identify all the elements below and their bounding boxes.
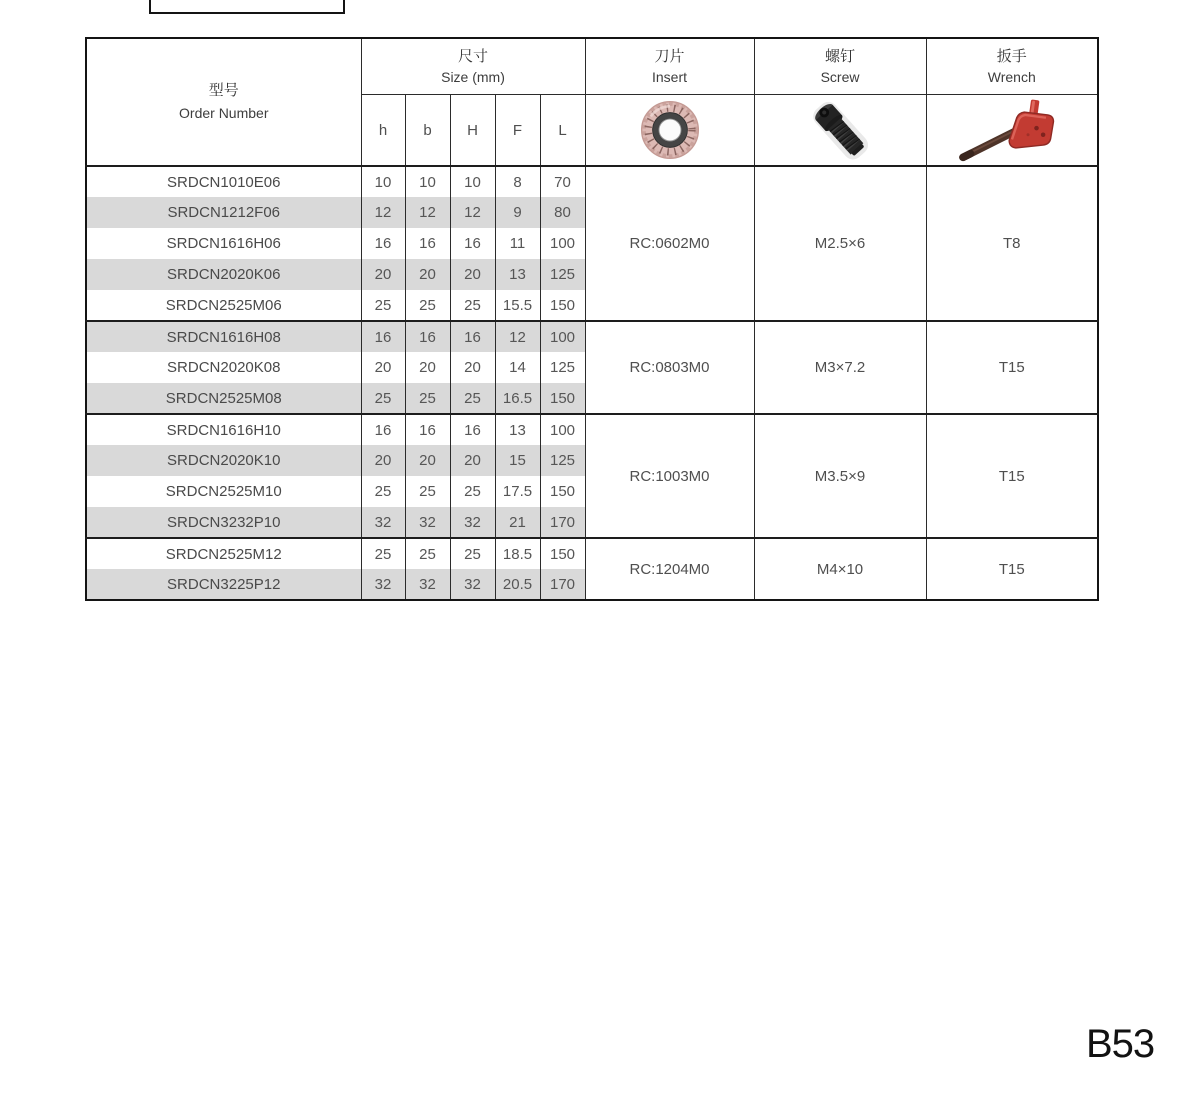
size-L-cell: 125	[540, 352, 585, 383]
size-L-cell: 170	[540, 507, 585, 538]
size-b-cell: 25	[405, 383, 450, 414]
size-L-cell: 170	[540, 569, 585, 600]
size-F-cell: 9	[495, 197, 540, 228]
size-b-cell: 32	[405, 507, 450, 538]
order-number-cell: SRDCN2525M10	[86, 476, 361, 507]
size-b-cell: 25	[405, 538, 450, 569]
size-h-cell: 20	[361, 445, 405, 476]
order-number-cell: SRDCN2525M12	[86, 538, 361, 569]
screw-value-cell: M3.5×9	[754, 414, 926, 538]
screw-header	[754, 38, 926, 95]
size-b-cell: 20	[405, 445, 450, 476]
size-h-cell: 20	[361, 259, 405, 290]
size-H-cell: 25	[450, 538, 495, 569]
size-H-cell: 16	[450, 321, 495, 352]
size-H-cell: 20	[450, 445, 495, 476]
order-number-cell: SRDCN2020K10	[86, 445, 361, 476]
size-h-cell: 25	[361, 383, 405, 414]
size-h-cell: 12	[361, 197, 405, 228]
screw-value-cell: M3×7.2	[754, 321, 926, 414]
size-F-cell: 20.5	[495, 569, 540, 600]
size-F-cell: 13	[495, 259, 540, 290]
torx-wrench-icon	[955, 97, 1069, 163]
order-number-header-en: Order Number	[179, 104, 269, 121]
size-F-cell: 12	[495, 321, 540, 352]
screw-value-cell: M4×10	[754, 538, 926, 600]
size-h-cell: 20	[361, 352, 405, 383]
size-h-cell: 32	[361, 569, 405, 600]
insert-header	[585, 38, 754, 95]
size-H-cell: 10	[450, 166, 495, 197]
size-F-cell: 15	[495, 445, 540, 476]
order-number-cell: SRDCN1212F06	[86, 197, 361, 228]
size-F-cell: 21	[495, 507, 540, 538]
wrench-value-cell: T8	[926, 166, 1098, 321]
wrench-image-cell	[926, 95, 1098, 167]
size-h-cell: 16	[361, 228, 405, 259]
size-header	[361, 38, 585, 95]
size-h-cell: 10	[361, 166, 405, 197]
wrench-header-zh: 扳手	[996, 48, 1027, 66]
round-insert-icon	[638, 98, 702, 162]
size-b-cell: 12	[405, 197, 450, 228]
size-b-cell: 10	[405, 166, 450, 197]
col-h-header: h	[361, 95, 405, 167]
size-H-cell: 32	[450, 507, 495, 538]
size-header-en: Size (mm)	[441, 68, 505, 85]
wrench-value-cell: T15	[926, 321, 1098, 414]
size-F-cell: 16.5	[495, 383, 540, 414]
order-number-cell: SRDCN3225P12	[86, 569, 361, 600]
size-H-cell: 20	[450, 259, 495, 290]
insert-value-cell: RC:1003M0	[585, 414, 754, 538]
product-spec-table	[85, 37, 1099, 601]
insert-header-en: Insert	[652, 68, 688, 85]
size-F-cell: 17.5	[495, 476, 540, 507]
insert-image-cell	[585, 95, 754, 167]
size-F-cell: 15.5	[495, 290, 540, 321]
screw-header-en: Screw	[820, 68, 860, 85]
clipped-header-box	[149, 0, 345, 14]
col-H-header: H	[450, 95, 495, 167]
size-h-cell: 25	[361, 290, 405, 321]
order-number-cell: SRDCN1010E06	[86, 166, 361, 197]
screw-header-zh: 螺钉	[825, 48, 856, 66]
order-number-header-zh: 型号	[208, 82, 239, 100]
size-H-cell: 25	[450, 476, 495, 507]
size-H-cell: 25	[450, 383, 495, 414]
size-L-cell: 100	[540, 228, 585, 259]
order-number-cell: SRDCN2020K08	[86, 352, 361, 383]
order-number-header	[86, 38, 361, 166]
size-H-cell: 20	[450, 352, 495, 383]
size-L-cell: 125	[540, 445, 585, 476]
torx-screw-icon	[797, 97, 883, 163]
order-number-cell: SRDCN2525M06	[86, 290, 361, 321]
order-number-cell: SRDCN1616H10	[86, 414, 361, 445]
table-row	[86, 321, 1098, 352]
wrench-header	[926, 38, 1098, 95]
size-b-cell: 20	[405, 352, 450, 383]
screw-image-cell	[754, 95, 926, 167]
size-H-cell: 25	[450, 290, 495, 321]
table-row	[86, 538, 1098, 569]
size-F-cell: 18.5	[495, 538, 540, 569]
size-L-cell: 150	[540, 290, 585, 321]
table-row	[86, 166, 1098, 197]
col-L-header: L	[540, 95, 585, 167]
order-number-cell: SRDCN3232P10	[86, 507, 361, 538]
wrench-header-en: Wrench	[987, 68, 1036, 85]
size-h-cell: 16	[361, 414, 405, 445]
size-H-cell: 16	[450, 414, 495, 445]
col-F-header: F	[495, 95, 540, 167]
size-b-cell: 16	[405, 228, 450, 259]
size-h-cell: 25	[361, 538, 405, 569]
size-L-cell: 70	[540, 166, 585, 197]
size-L-cell: 100	[540, 321, 585, 352]
size-L-cell: 100	[540, 414, 585, 445]
size-b-cell: 32	[405, 569, 450, 600]
size-H-cell: 32	[450, 569, 495, 600]
size-H-cell: 12	[450, 197, 495, 228]
insert-value-cell: RC:1204M0	[585, 538, 754, 600]
order-number-cell: SRDCN1616H06	[86, 228, 361, 259]
order-number-cell: SRDCN1616H08	[86, 321, 361, 352]
wrench-value-cell: T15	[926, 414, 1098, 538]
size-b-cell: 16	[405, 321, 450, 352]
table-row	[86, 414, 1098, 445]
size-F-cell: 13	[495, 414, 540, 445]
order-number-cell: SRDCN2525M08	[86, 383, 361, 414]
size-header-zh: 尺寸	[458, 48, 489, 66]
size-b-cell: 16	[405, 414, 450, 445]
size-F-cell: 11	[495, 228, 540, 259]
size-h-cell: 25	[361, 476, 405, 507]
size-L-cell: 150	[540, 383, 585, 414]
size-F-cell: 8	[495, 166, 540, 197]
insert-value-cell: RC:0602M0	[585, 166, 754, 321]
size-b-cell: 20	[405, 259, 450, 290]
screw-value-cell: M2.5×6	[754, 166, 926, 321]
size-L-cell: 150	[540, 538, 585, 569]
wrench-value-cell: T15	[926, 538, 1098, 600]
insert-value-cell: RC:0803M0	[585, 321, 754, 414]
header-row-titles	[86, 38, 1098, 95]
size-b-cell: 25	[405, 290, 450, 321]
order-number-cell: SRDCN2020K06	[86, 259, 361, 290]
size-L-cell: 125	[540, 259, 585, 290]
col-b-header: b	[405, 95, 450, 167]
insert-header-zh: 刀片	[654, 48, 685, 66]
size-H-cell: 16	[450, 228, 495, 259]
page-code: B53	[1086, 1022, 1155, 1066]
size-h-cell: 32	[361, 507, 405, 538]
size-L-cell: 150	[540, 476, 585, 507]
size-F-cell: 14	[495, 352, 540, 383]
size-b-cell: 25	[405, 476, 450, 507]
size-h-cell: 16	[361, 321, 405, 352]
size-L-cell: 80	[540, 197, 585, 228]
